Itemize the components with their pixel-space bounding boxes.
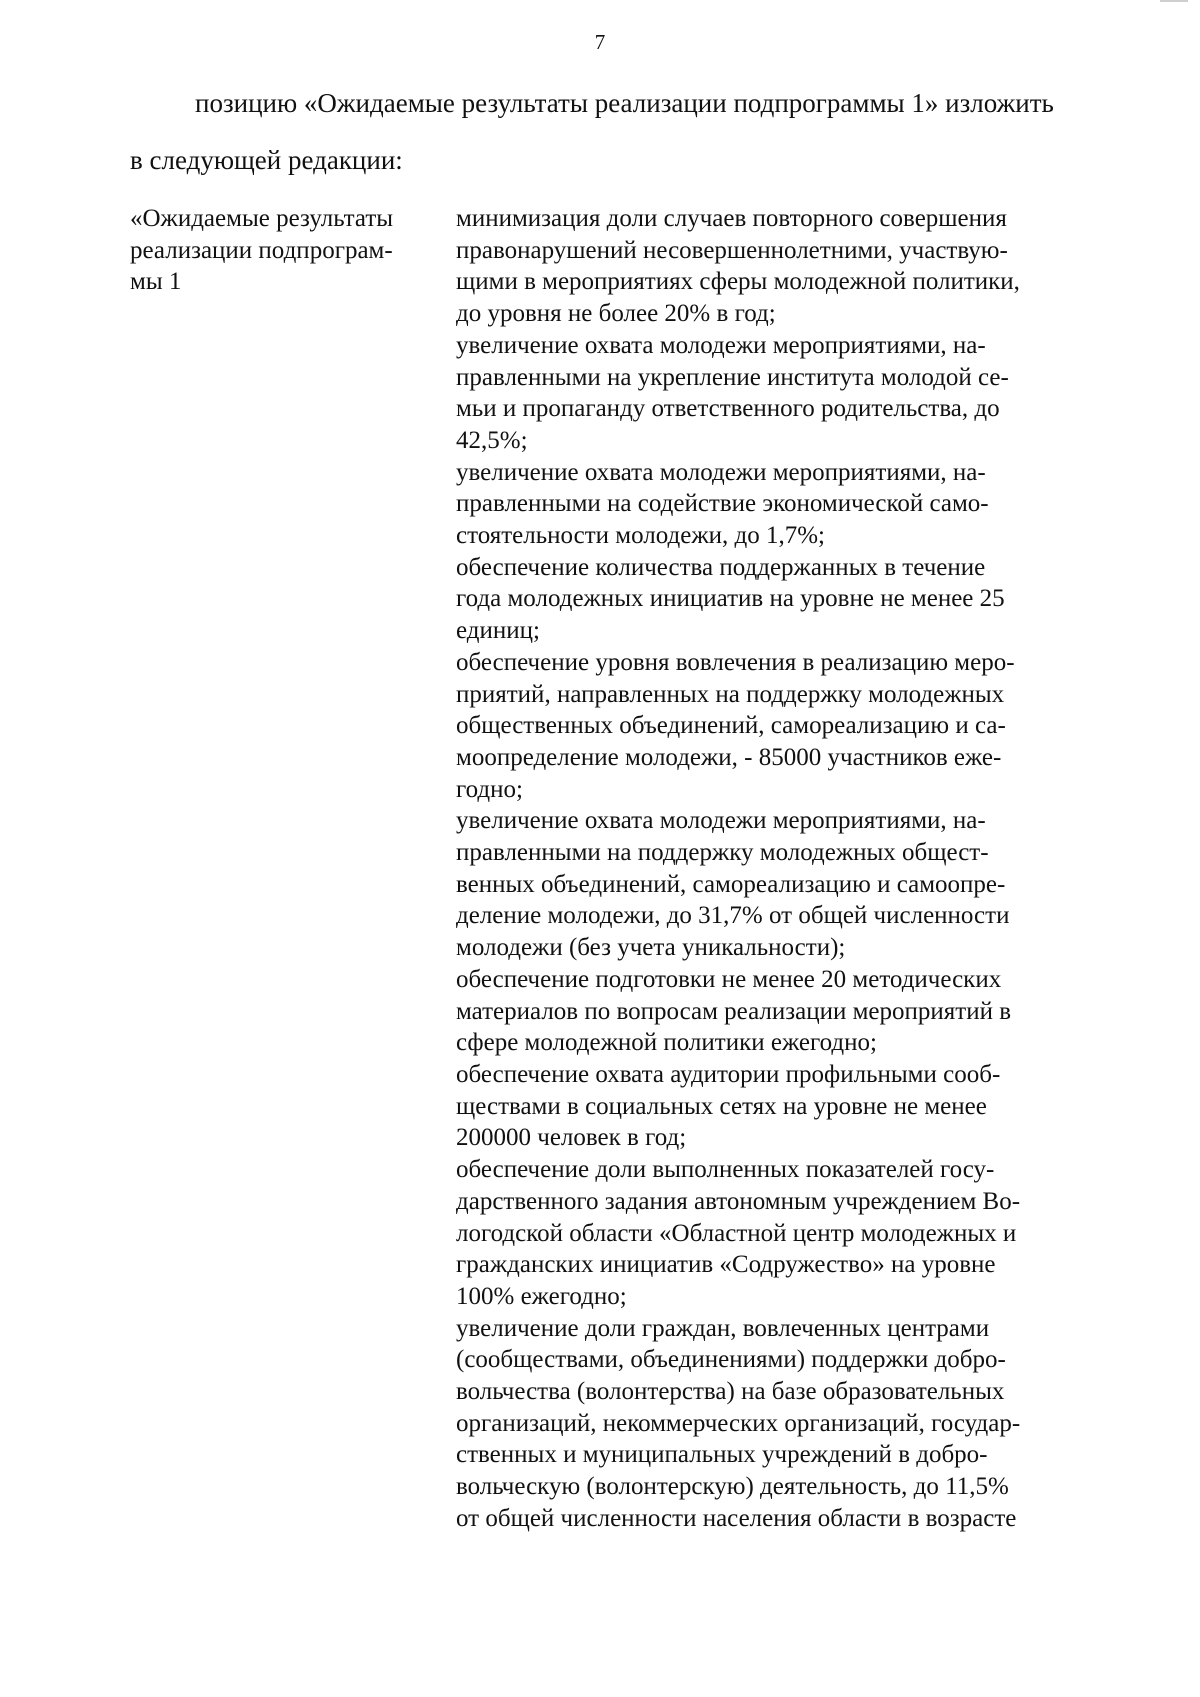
results-value-cell (456, 203, 1106, 1535)
value-line: щими в мероприятиях сферы молодежной политики, (456, 268, 1020, 296)
value-line: увеличение охвата молодежи мероприятиями, на- (456, 807, 986, 835)
value-line: года молодежных инициатив на уровне не менее 25 (456, 585, 1005, 613)
value-line: обеспечение уровня вовлечения в реализацию меро- (456, 648, 1015, 676)
value-line: правленными на содействие экономической само- (456, 490, 989, 518)
value-line: вольческую (волонтерскую) деятельность, до 11,5% (456, 1473, 1009, 1501)
value-line: обеспечение подготовки не менее 20 методических (456, 965, 1002, 993)
label-line: мы 1 (130, 268, 182, 296)
value-line: годно; (456, 775, 523, 803)
value-line: обеспечение доли выполненных показателей госу- (456, 1156, 995, 1184)
value-line: 42,5%; (456, 426, 528, 454)
value-line: до уровня не более 20% в год; (456, 300, 776, 328)
page-number: 7 (594, 30, 606, 54)
value-line: логодской области «Областной центр молодежных и (456, 1219, 1017, 1247)
value-line: от общей численности населения области в возрасте (456, 1504, 1017, 1532)
intro-line: в следующей редакции: (130, 145, 403, 175)
value-line: деление молодежи, до 31,7% от общей численности (456, 902, 1010, 930)
value-line: венных объединений, самореализацию и самоопре- (456, 870, 1006, 898)
value-line: ственных и муниципальных учреждений в добро- (456, 1441, 988, 1469)
scan-artifact-top-right (1160, 0, 1188, 2)
value-line: обеспечение охвата аудитории профильными сооб- (456, 1060, 1001, 1088)
value-line: стоятельности молодежи, до 1,7%; (456, 522, 825, 550)
value-line: сфере молодежной политики ежегодно; (456, 1029, 877, 1057)
value-line: вольчества (волонтерства) на базе образовательных (456, 1378, 1005, 1406)
value-line: правонарушений несовершеннолетними, участвую- (456, 236, 1008, 264)
intro-line: позицию «Ожидаемые результаты реализации подпрограммы 1» изложить (195, 88, 1054, 118)
value-line: увеличение охвата молодежи мероприятиями, на- (456, 458, 986, 486)
value-line: материалов по вопросам реализации мероприятий в (456, 997, 1012, 1025)
value-line: приятий, направленных на поддержку молодежных (456, 680, 1005, 708)
value-line: гражданских инициатив «Содружество» на уровне (456, 1251, 996, 1279)
value-line: единиц; (456, 617, 540, 645)
value-line: 100% ежегодно; (456, 1282, 627, 1310)
value-line: увеличение охвата молодежи мероприятиями, на- (456, 331, 986, 359)
value-line: 200000 человек в год; (456, 1124, 687, 1152)
value-line: ществами в социальных сетях на уровне не менее (456, 1092, 987, 1120)
label-line: реализации подпрограм- (130, 236, 393, 264)
value-line: обеспечение количества поддержанных в течение (456, 553, 986, 581)
label-line: «Ожидаемые результаты (130, 205, 394, 232)
value-line: молодежи (без учета уникальности); (456, 934, 846, 962)
results-label-cell (130, 203, 455, 298)
value-line: общественных объединений, самореализацию и са- (456, 712, 1006, 740)
value-line: правленными на поддержку молодежных общест- (456, 839, 989, 867)
value-line: (сообществами, объединениями) поддержки добро- (456, 1346, 1006, 1374)
value-line: организаций, некоммерческих организаций, государ- (456, 1409, 1021, 1437)
value-line: моопределение молодежи, - 85000 участников еже- (456, 743, 1002, 771)
value-line: увеличение доли граждан, вовлеченных центрами (456, 1314, 990, 1342)
value-line: мьи и пропаганду ответственного родительства, до (456, 395, 1000, 423)
value-line: дарственного задания автономным учреждением Во- (456, 1187, 1021, 1215)
value-line: минимизация доли случаев повторного совершения (456, 205, 1007, 232)
value-line: правленными на укрепление института молодой се- (456, 363, 1009, 391)
